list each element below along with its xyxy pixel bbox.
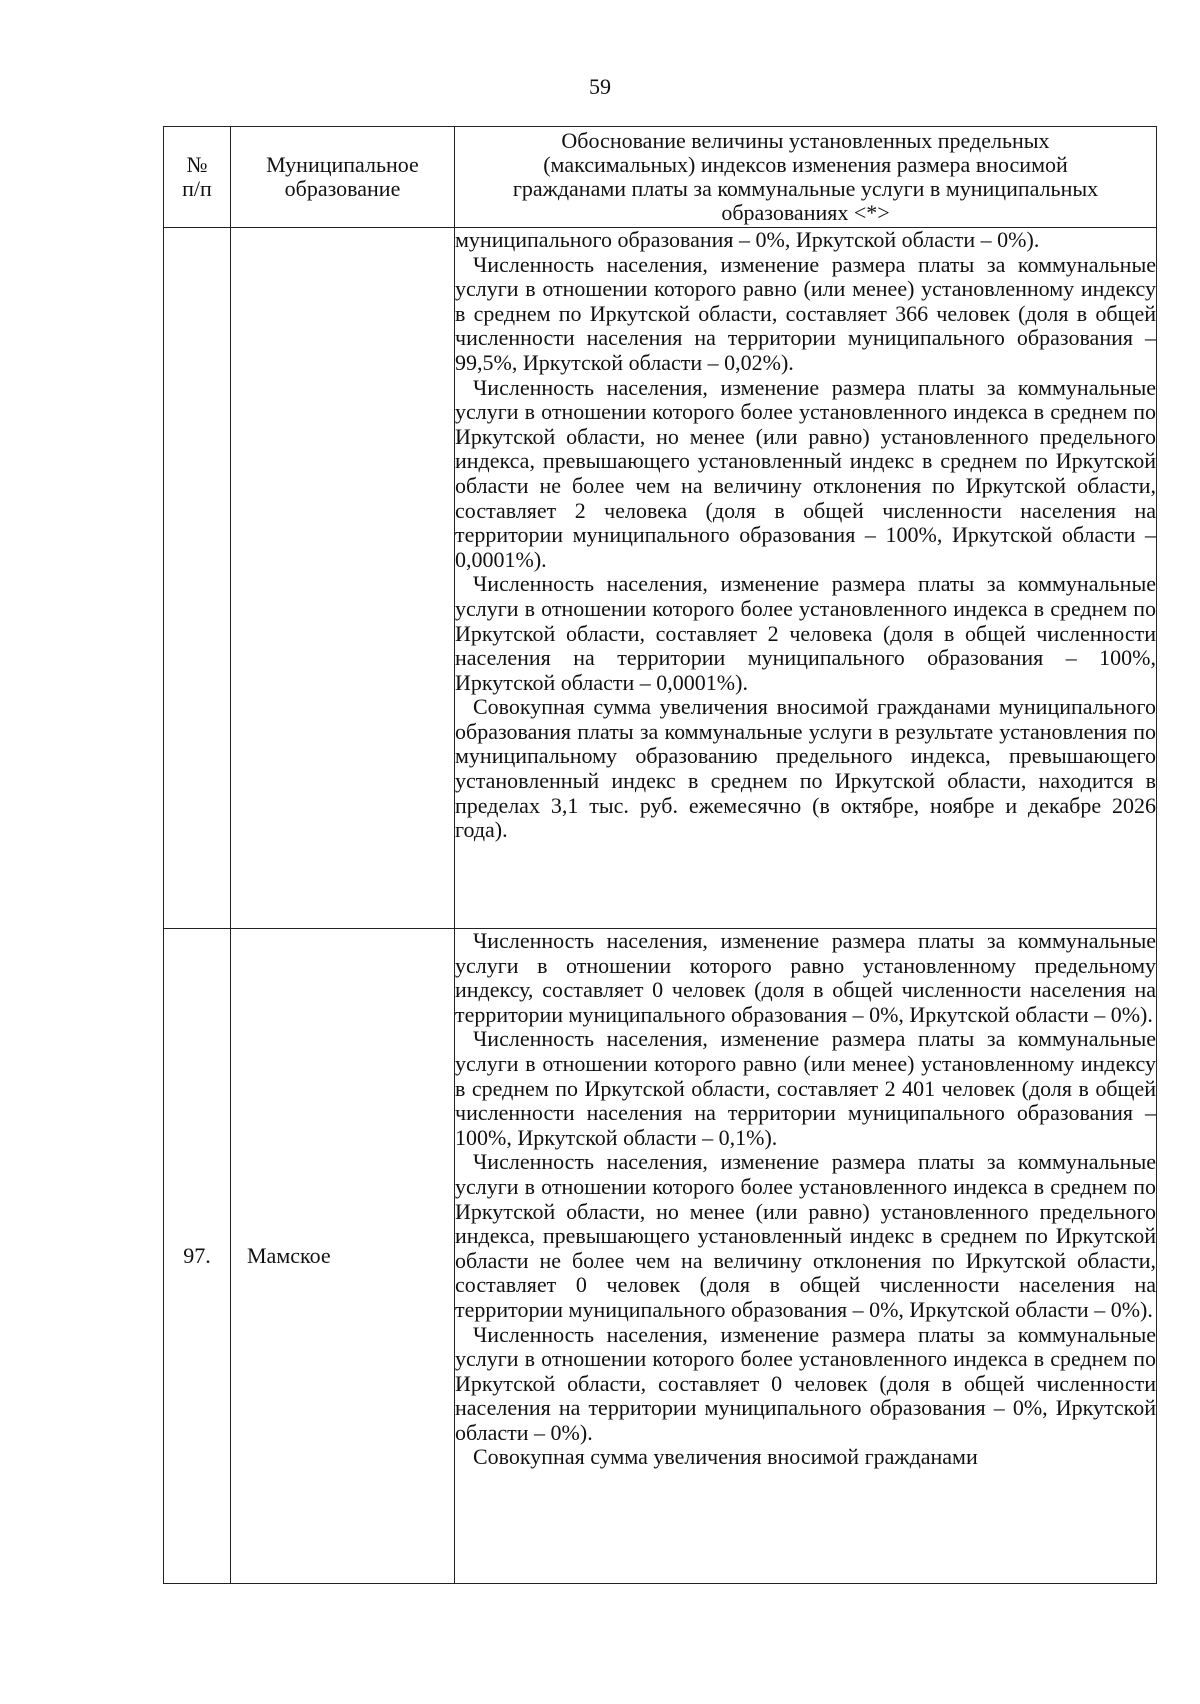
table-row	[164, 228, 1157, 929]
row-number	[164, 228, 231, 929]
justification-paragraph: Численность населения, изменение размера платы за коммунальные услуги в отношении которого более установленного индекса в среднем по Иркутской области, но менее (или равно) установленного предельного индекса, превышающего установленный индекс в среднем по Иркутской области не более чем на величину отклонения по Иркутской области, составляет 0 человек (доля в общей численности населения на территории муниципального образования – 0%, Иркутской области – 0%).	[455, 1149, 1156, 1322]
justification-paragraph: Совокупная сумма увеличения вносимой гражданами муниципального образования платы за коммунальные услуги в результате установления по муниципальному образованию предельного индекса, превышающего установленный индекс в среднем по Иркутской области, находится в пределах 3,1 тыс. руб. ежемесячно (в октябре, ноябре и декабре 2026 года).	[455, 694, 1156, 843]
header-municipality: Муниципальное образование	[231, 127, 455, 228]
table-header-row	[164, 127, 1157, 228]
indices-table	[163, 126, 1157, 1584]
header-justification: Обоснование величины установленных предельных (максимальных) индексов изменения размера вносимой гражданами платы за коммунальные услуги в муниципальных образованиях <*>	[455, 127, 1157, 228]
justification-paragraph: Численность населения, изменение размера платы за коммунальные услуги в отношении которого более установленного индекса в среднем по Иркутской области, составляет 2 человека (доля в общей численности населения на территории муниципального образования – 100%, Иркутской области – 0,0001%).	[455, 571, 1156, 695]
justification-paragraph: Численность населения, изменение размера платы за коммунальные услуги в отношении которого более установленного индекса в среднем по Иркутской области, составляет 0 человек (доля в общей численности населения на территории муниципального образования – 0%, Иркутской области – 0%).	[455, 1321, 1156, 1445]
row-municipality	[231, 228, 455, 929]
justification-paragraph: Численность населения, изменение размера платы за коммунальные услуги в отношении которого равно установленному предельному индексу, составляет 0 человек (доля в общей численности населения на территории муниципального образования – 0%, Иркутской области – 0%).	[455, 928, 1156, 1027]
justification-paragraph: муниципального образования – 0%, Иркутской области – 0%).	[455, 227, 1040, 252]
justification-paragraph: Численность населения, изменение размера платы за коммунальные услуги в отношении которого более установленного индекса в среднем по Иркутской области, но менее (или равно) установленного предельного индекса, превышающего установленный индекс в среднем по Иркутской области не более чем на величину отклонения по Иркутской области, составляет 2 человека (доля в общей численности населения на территории муниципального образования – 100%, Иркутской области – 0,0001%).	[455, 374, 1156, 572]
justification-paragraph: Численность населения, изменение размера платы за коммунальные услуги в отношении которого равно (или менее) установленному индексу в среднем по Иркутской области, составляет 366 человек (доля в общей численности населения на территории муниципального образования – 99,5%, Иркутской области – 0,02%).	[455, 251, 1156, 375]
table-row	[164, 929, 1157, 1584]
row-justification	[455, 228, 1157, 929]
justification-paragraph: Совокупная сумма увеличения вносимой гражданами	[473, 1444, 978, 1470]
row-number: 97.	[164, 929, 231, 1584]
page-number: 59	[589, 74, 611, 99]
row-municipality: Мамское	[231, 929, 455, 1584]
header-number: № п/п	[164, 127, 231, 228]
row-justification	[455, 929, 1157, 1584]
justification-paragraph: Численность населения, изменение размера платы за коммунальные услуги в отношении которого равно (или менее) установленному индексу в среднем по Иркутской области, составляет 2 401 человек (доля в общей численности населения на территории муниципального образования – 100%, Иркутской области – 0,1%).	[455, 1026, 1156, 1150]
